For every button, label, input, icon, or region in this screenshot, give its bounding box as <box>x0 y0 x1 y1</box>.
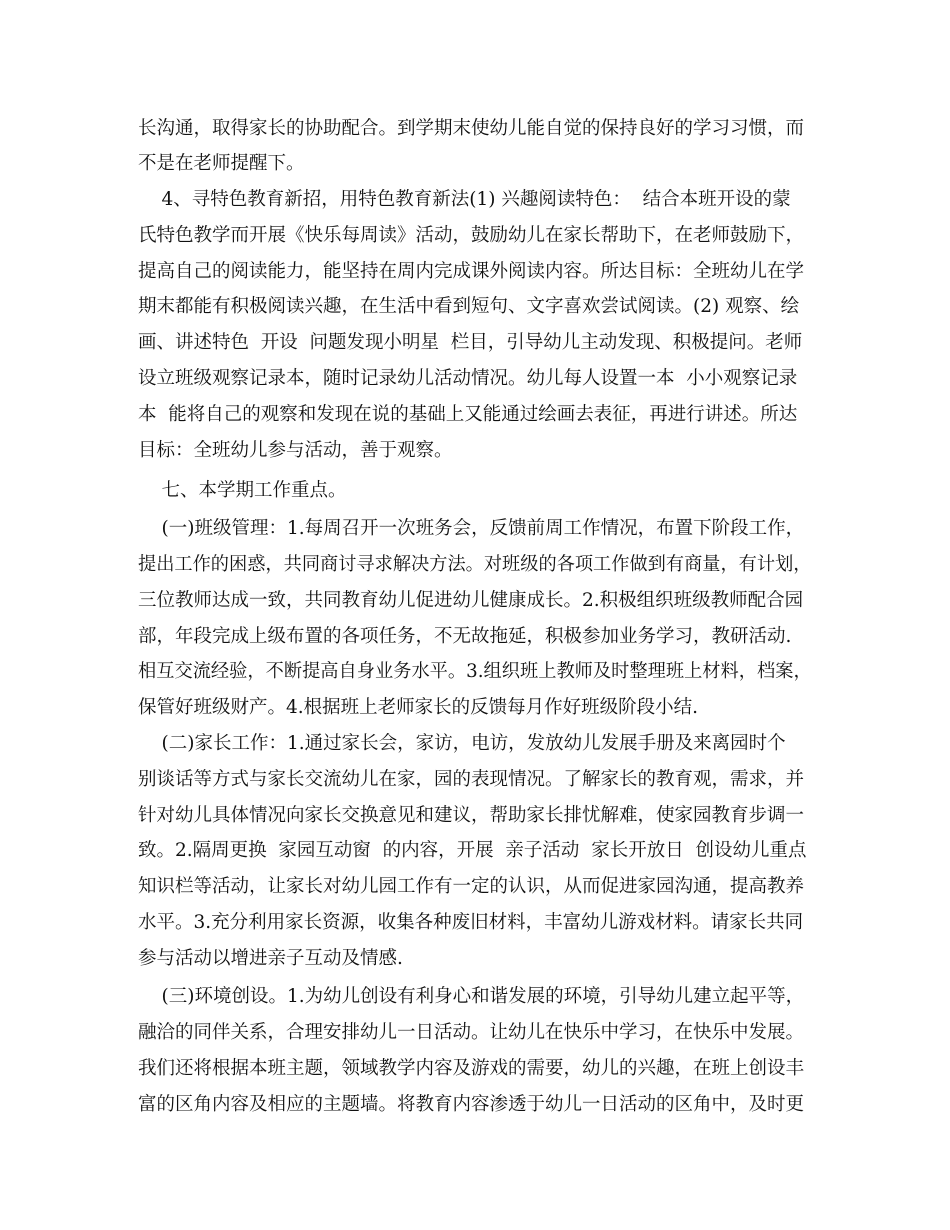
section-heading: 七、本学期工作重点。 <box>138 480 347 501</box>
text-line: 画、讲述特色 开设 问题发现小明星 栏目，引导幼儿主动发现、积极提问。老师 <box>138 332 803 353</box>
text-line: 知识栏等活动，让家长对幼儿园工作有一定的认识，从而促进家园沟通，提高教养 <box>138 876 805 897</box>
text-line: 提出工作的困惑，共同商讨寻求解决方法。对班级的各项工作做到有商量，有计划， <box>138 554 812 575</box>
text-line: 水平。3.充分利用家长资源，收集各种废旧材料，丰富幼儿游戏材料。请家长共同 <box>138 912 804 933</box>
text-line: 目标：全班幼儿参与活动，善于观察。 <box>138 440 453 461</box>
text-line: 不是在老师提醒下。 <box>138 153 305 174</box>
text-line: (二)家长工作：1.通过家长会，家访，电访，发放幼儿发展手册及来离园时个 <box>138 733 786 754</box>
text-line: (一)班级管理：1.每周召开一次班务会，反馈前周工作情况，布置下阶段工作， <box>138 518 805 539</box>
text-line: 富的区角内容及相应的主题墙。将教育内容渗透于幼儿一日活动的区角中，及时更 <box>138 1094 805 1115</box>
text-line: 4、寻特色教育新招，用特色教育新法(1) 兴趣阅读特色： 结合本班开设的蒙 <box>138 189 791 210</box>
text-line: 保管好班级财产。4.根据班上老师家长的反馈每月作好班级阶段小结. <box>138 697 699 718</box>
text-line: 相互交流经验，不断提高自身业务水平。3.组织班上教师及时整理班上材料，档案， <box>138 661 812 682</box>
text-line: 我们还将根据本班主题，领域教学内容及游戏的需要，幼儿的兴趣，在班上创设丰 <box>138 1058 805 1079</box>
text-line: 本 能将自己的观察和发现在说的基础上又能通过绘画去表征，再进行讲述。所达 <box>138 404 798 425</box>
text-line: 期末都能有积极阅读兴趣，在生活中看到短句、文字喜欢尝试阅读。(2) 观察、绘 <box>138 296 800 317</box>
text-line: 致。2.隔周更换 家园互动窗 的内容，开展 亲子活动 家长开放日 创设幼儿重点 <box>138 840 807 861</box>
text-line: (三)环境创设。1.为幼儿创设有利身心和谐发展的环境，引导幼儿建立起平等， <box>138 986 805 1007</box>
text-line: 三位教师达成一致，共同教育幼儿促进幼儿健康成长。2.积极组织班级教师配合园 <box>138 590 804 611</box>
text-line: 针对幼儿具体情况向家长交换意见和建议，帮助家长排忧解难，使家园教育步调一 <box>138 805 805 826</box>
text-line: 长沟通，取得家长的协助配合。到学期末使幼儿能自觉的保持良好的学习习惯，而 <box>138 118 805 139</box>
text-line: 参与活动以增进亲子互动及情感. <box>138 948 403 969</box>
text-line: 部，年段完成上级布置的各项任务，不无故拖延，积极参加业务学习，教研活动. <box>138 626 792 647</box>
text-line: 氏特色教学而开展《快乐每周读》活动，鼓励幼儿在家长帮助下，在老师鼓励下， <box>138 225 805 246</box>
text-line: 融洽的同伴关系，合理安排幼儿一日活动。让幼儿在快乐中学习，在快乐中发展。 <box>138 1022 805 1043</box>
text-line: 别谈话等方式与家长交流幼儿在家，园的表现情况。了解家长的教育观，需求，并 <box>138 769 805 790</box>
text-line: 提高自己的阅读能力，能坚持在周内完成课外阅读内容。所达目标：全班幼儿在学 <box>138 261 805 282</box>
text-line: 设立班级观察记录本，随时记录幼儿活动情况。幼儿每人设置一本 小小观察记录 <box>138 368 798 389</box>
